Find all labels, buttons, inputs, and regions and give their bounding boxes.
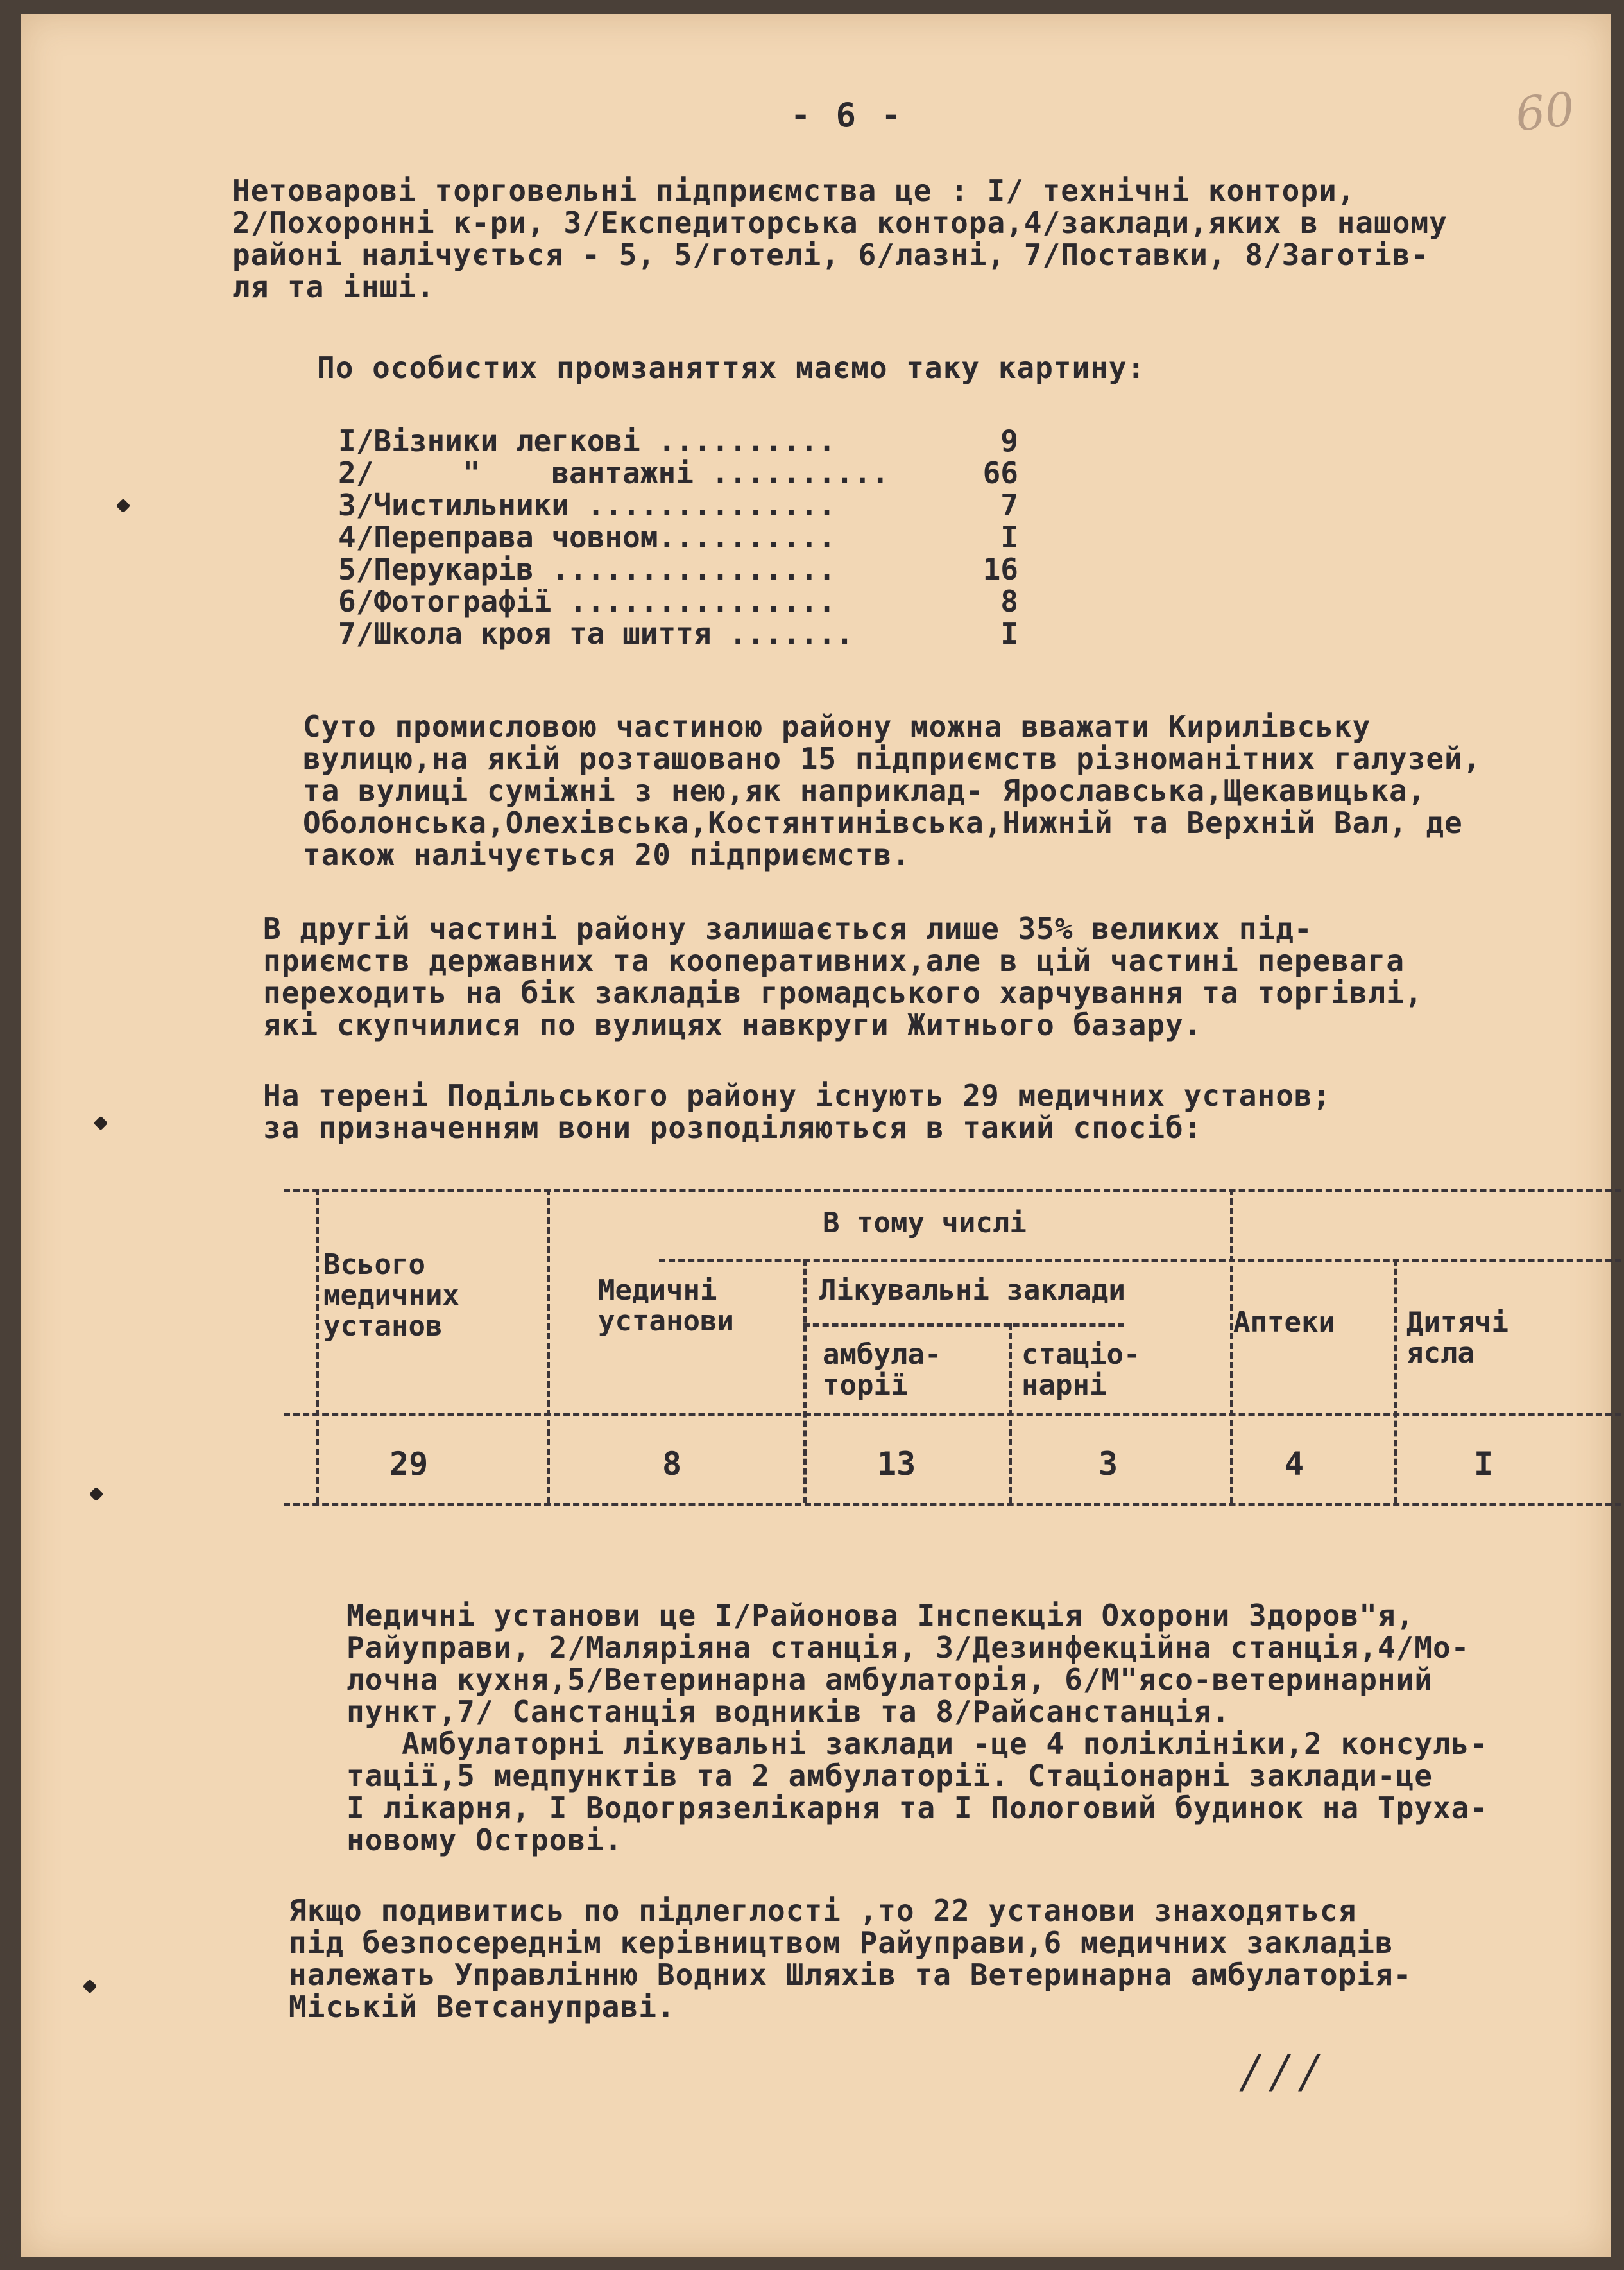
binding-hole-mark xyxy=(94,1116,108,1131)
list-item-label: 3/Чистильники .............. xyxy=(338,488,836,522)
value-pharmacies: 4 xyxy=(1285,1445,1304,1483)
paragraph-personal-trades-intro: По особистих промзаняттях маємо таку картину: xyxy=(317,350,1146,385)
binding-hole-mark xyxy=(83,1979,98,1994)
table-rule-vertical xyxy=(803,1259,807,1503)
header-total: Всього медичних установ xyxy=(323,1248,459,1343)
header-including: В тому числі xyxy=(823,1207,1027,1239)
paragraph-second-part: В другій частині району залишається лише 35% великих під- приємств державних та кооперативних,але в цій частині перевага переходить на бік закладів громадського харчування та торгівлі, які скупчилися по вулицях навкруги Житнього базару. xyxy=(263,911,1423,1042)
list-item-value: 8 xyxy=(1000,584,1018,619)
table-rule-vertical xyxy=(316,1189,319,1503)
paragraph-industrial-part: Суто промисловою частиною району можна вважати Кирилівську вулицю,на якій розташовано 15 підприємств різноманітних галузей, та вулиці суміжні з нею,як наприклад- Ярославська,Щекавицька, Оболонська,Олехівська,Костянтинівська,Нижній та Верхній Вал, де також налічується 20 підприємств. xyxy=(303,709,1482,872)
trades-list xyxy=(338,425,1018,649)
list-item xyxy=(338,489,1018,521)
header-medical-institutions: Медичні установи xyxy=(598,1274,734,1337)
list-item xyxy=(338,457,1018,489)
header-pharmacies: Аптеки xyxy=(1233,1306,1335,1339)
list-item-value: 16 xyxy=(982,552,1018,587)
list-item xyxy=(338,425,1018,457)
list-item xyxy=(338,553,1018,585)
list-item-value: 9 xyxy=(1000,424,1018,458)
list-item-label: 6/Фотографії ............... xyxy=(338,584,836,619)
header-treatment-facilities: Лікувальні заклади xyxy=(819,1274,1125,1307)
document-page xyxy=(21,14,1611,2257)
paragraph-medical-details: Медичні установи це I/Районова Інспекція Охорони Здоров"я, Райуправи, 2/Маляріяна станція, 3/Дезинфекційна станція,4/Мо- лочна кухня,5/Ветеринарна амбулаторія, 6/М"ясо-ветеринарний пункт,7/ Санстанція водників та 8/Райсанстанція. Амбулаторні лікувальні заклади -це 4 поліклініки,2 консуль- тації,5 медпунктів та 2 амбулаторії. Стаціонарні заклади-це I лікарня, I Водогрязелікарня та I Пологовий будинок на Труха- новому Острові. xyxy=(346,1598,1489,1857)
binding-hole-mark xyxy=(89,1487,104,1502)
table-rule-subgroup xyxy=(803,1323,1124,1327)
table-rule-vertical xyxy=(1230,1189,1233,1503)
table-rule-vertical xyxy=(547,1189,550,1503)
binding-hole-mark xyxy=(116,499,131,513)
paragraph-medical-intro: На терені Подільського району існують 29 медичних установ; за призначенням вони розподіляються в такий спосіб: xyxy=(263,1078,1331,1145)
archive-folio-number: 60 xyxy=(1512,82,1577,142)
handwritten-mark: / / / xyxy=(1243,2045,1317,2098)
list-item-label: 4/Переправа човном.......... xyxy=(338,520,836,555)
value-inpatient: 3 xyxy=(1098,1445,1118,1483)
header-inpatient: стаціо- нарні xyxy=(1021,1338,1141,1402)
page-number: - 6 - xyxy=(791,96,904,135)
paragraph-subordination: Якщо подивитись по підлеглості ,то 22 установи знаходяться під безпосереднім керівництвом Райуправи,6 медичних закладів належать Управлінню Водних Шляхів та Ветеринарна амбулаторія- Міській Ветсануправі. xyxy=(289,1893,1412,2024)
value-outpatient: 13 xyxy=(877,1445,916,1483)
table-rule-bottom xyxy=(284,1503,1621,1506)
list-item-value: 66 xyxy=(982,456,1018,490)
list-item-label: I/Візники легкові .......... xyxy=(338,424,836,458)
list-item xyxy=(338,521,1018,553)
list-item-value: 7 xyxy=(1000,488,1018,522)
table-rule-top xyxy=(284,1189,1621,1192)
list-item xyxy=(338,617,1018,649)
list-item-label: 2/ " вантажні .......... xyxy=(338,456,889,490)
table-rule-vertical xyxy=(1009,1323,1012,1503)
medical-institutions-table xyxy=(284,1189,1621,1522)
list-item-value: I xyxy=(1000,520,1018,555)
paragraph-non-commodity-enterprises: Нетоварові торговельні підприємства це : I/ технічні контори, 2/Похоронні к-ри, 3/Експедиторська контора,4/заклади,яких в нашому районі налічується - 5, 5/готелі, 6/лазні, 7/Поставки, 8/Заготів- ля та інші. xyxy=(232,173,1448,304)
list-item-label: 5/Перукарів ................ xyxy=(338,552,836,587)
table-rule-vertical xyxy=(1394,1259,1397,1503)
value-nurseries: I xyxy=(1474,1445,1494,1483)
header-outpatient: амбула- торії xyxy=(823,1338,942,1402)
list-item xyxy=(338,585,1018,617)
value-total: 29 xyxy=(389,1445,429,1483)
value-medical-institutions: 8 xyxy=(662,1445,682,1483)
list-item-label: 7/Школа кроя та шиття ....... xyxy=(338,616,854,651)
list-item-value: I xyxy=(1000,616,1018,651)
header-nurseries: Дитячі ясла xyxy=(1406,1306,1509,1370)
table-rule-header-bottom xyxy=(284,1413,1621,1416)
